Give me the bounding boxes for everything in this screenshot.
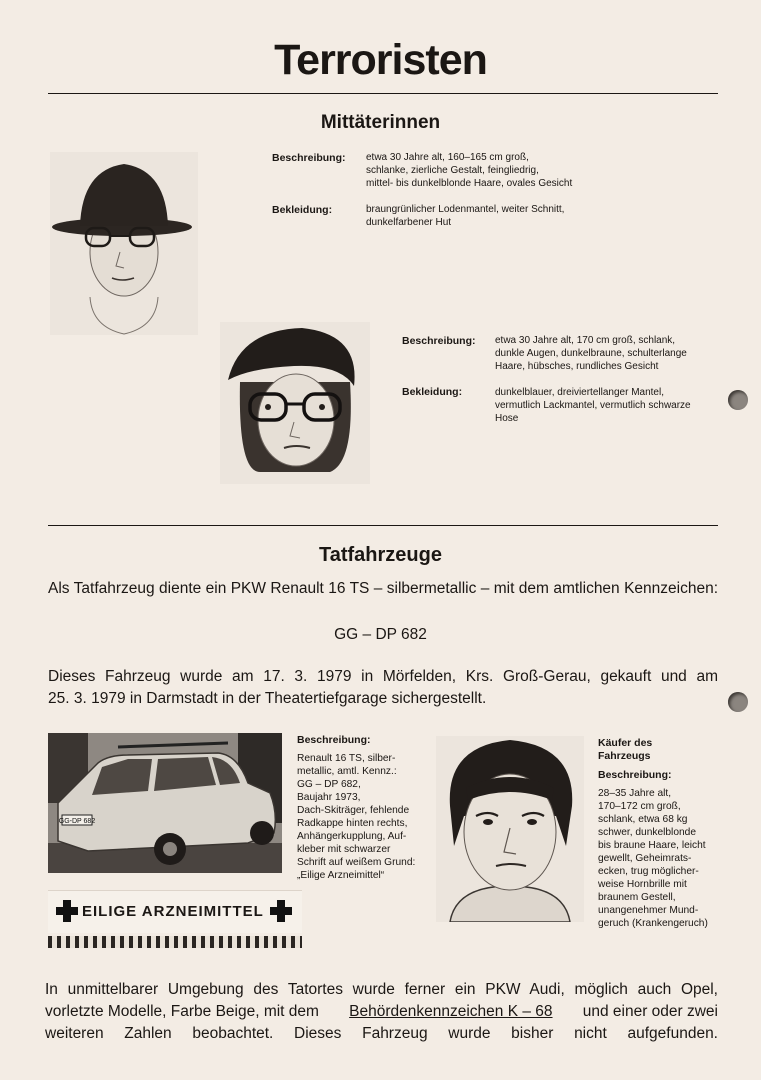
suspect-sketch-2	[220, 322, 370, 484]
buyer-title: Käufer des Fahrzeugs	[598, 737, 653, 762]
car-plate-text: GG-DP 682	[58, 818, 96, 825]
desc-text-1: etwa 30 Jahre alt, 160–165 cm groß, schlanke, zierliche Gestalt, feingliedrig, mittel- bis dunkelblonde Haare, ovales Gesicht	[366, 152, 573, 189]
measuring-tape	[48, 936, 302, 948]
clothing-text-1: braungrünlicher Lodenmantel, weiter Schnitt, dunkelfarbener Hut	[366, 204, 565, 228]
punch-hole	[728, 692, 748, 712]
closing-para-line1: In unmittelbarer Umgebung des Tatortes wurde ferner ein PKW Audi, möglich auch Opel,	[45, 981, 718, 998]
divider	[48, 525, 718, 526]
section-heading-vehicles: Tatfahrzeuge	[319, 544, 442, 566]
closing-para-line3: weiteren Zahlen beobachtet. Dieses Fahrzeug wurde bisher nicht aufgefunden.	[45, 1025, 718, 1042]
sticker-photo	[48, 890, 302, 933]
closing-para-line2	[45, 1001, 718, 1023]
cross-icon	[56, 900, 78, 922]
desc-label-2: Beschreibung:	[402, 335, 476, 347]
vehicle-para-line2: 25. 3. 1979 in Darmstadt in der Theatertiefgarage sichergestellt.	[48, 690, 487, 707]
section-heading-accomplices: Mittäterinnen	[320, 112, 441, 133]
car-desc-label: Beschreibung:	[297, 734, 371, 746]
closing-line2-end: und einer oder zwei	[582, 1003, 718, 1020]
clothing-text-2: dunkelblauer, dreiviertellanger Mantel, vermutlich Lackmantel, vermutlich schwarze Hose	[495, 387, 691, 424]
car-photo	[48, 733, 282, 873]
car-desc-text: Renault 16 TS, silber- metallic, amtl. Kennz.: GG – DP 682, Baujahr 1973, Dach-Skiträger, fehlende Radkappe hinten rechts, Anhängerkupplung, Auf- kleber mit schwarzer Schrift auf weißem Grund: „Eilige Arzneimittel“	[297, 753, 416, 881]
vehicle-para-line1: Dieses Fahrzeug wurde am 17. 3. 1979 in Mörfelden, Krs. Groß-Gerau, gekauft und am	[48, 668, 718, 685]
cross-icon	[270, 900, 292, 922]
license-plate: GG – DP 682	[334, 626, 427, 643]
buyer-desc-text: 28–35 Jahre alt, 170–172 cm groß, schlank, etwa 68 kg schwer, dunkelblonde bis braune Haare, leicht gewellt, Geheimrats- ecken, trug möglicher- weise Hornbrille mit braunem Gestell, unangenehmer Mund- geruch (Krankengeruch)	[598, 788, 708, 929]
page-title: Terroristen	[274, 36, 487, 84]
clothing-label-2: Bekleidung:	[402, 386, 463, 398]
buyer-desc-label: Beschreibung:	[598, 769, 672, 781]
authority-plate: Behördenkennzeichen K – 68	[349, 1003, 553, 1020]
desc-text-2: etwa 30 Jahre alt, 170 cm groß, schlank, dunkle Augen, dunkelbraune, schulterlange Haare, hübsches, rundliches Gesicht	[495, 335, 687, 372]
clothing-label-1: Bekleidung:	[272, 204, 333, 216]
closing-line2-start: vorletzte Modelle, Farbe Beige, mit dem	[45, 1003, 319, 1020]
suspect-sketch-1	[50, 152, 198, 335]
desc-label-1: Beschreibung:	[272, 152, 346, 164]
buyer-sketch	[436, 736, 584, 922]
vehicle-intro: Als Tatfahrzeug diente ein PKW Renault 16 TS – silbermetallic – mit dem amtlichen Kennzeichen:	[48, 580, 718, 597]
divider	[48, 93, 718, 94]
punch-hole	[728, 390, 748, 410]
sticker-text: EILIGE ARZNEIMITTEL	[82, 903, 264, 920]
